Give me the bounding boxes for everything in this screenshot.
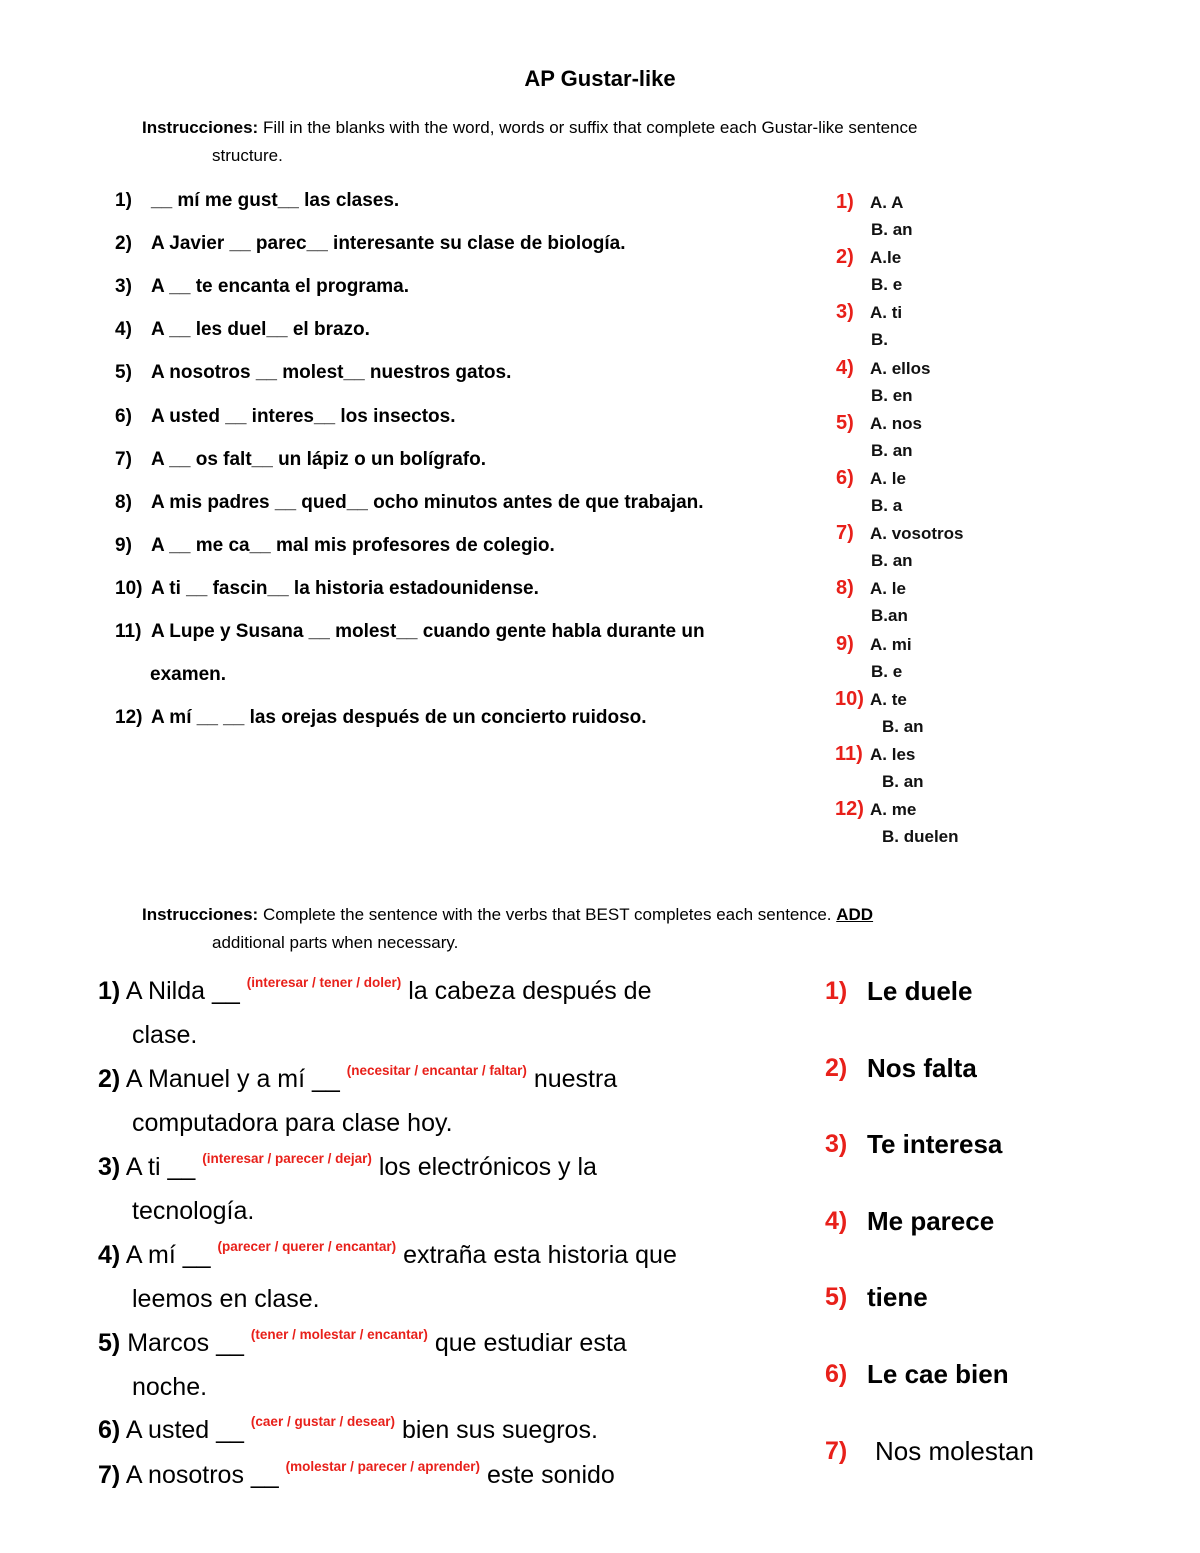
answer-a: A. vosotros [870, 524, 964, 544]
verb-answer-number: 4) [825, 1206, 848, 1235]
question-row [115, 492, 704, 514]
question-text: A __ les duel__ el brazo. [151, 319, 370, 340]
verb-question-before: A Manuel y a mí __ [125, 1065, 340, 1093]
question-number: 3) [115, 276, 132, 297]
verb-question-cont: leemos en clase. [132, 1285, 320, 1313]
verb-answer-text: Me parece [867, 1205, 995, 1236]
verb-answer-text: Le cae bien [867, 1359, 1009, 1389]
answer-a: A. ti [870, 303, 903, 323]
answer-b: B. an [882, 716, 924, 736]
verb-question-row [98, 1416, 598, 1445]
verb-question-before: A usted __ [125, 1416, 244, 1444]
verb-question-cont: computadora para clase hoy. [132, 1109, 453, 1137]
question-text: A __ os falt__ un lápiz o un bolígrafo. [151, 449, 486, 470]
verb-answer-number: 7) [825, 1436, 848, 1465]
question-number: 6) [115, 406, 132, 427]
question-row [115, 578, 539, 600]
verb-question-number: 3) [98, 1153, 121, 1181]
question-row [115, 406, 455, 428]
verb-question-before: A Nilda __ [125, 977, 240, 1005]
verb-question-number: 6) [98, 1416, 121, 1444]
answer-b: B. [871, 330, 888, 350]
instructions-2-label: Instrucciones: [142, 905, 259, 924]
verb-answer-number: 5) [825, 1283, 848, 1312]
question-text-cont: examen. [150, 664, 227, 685]
verb-question-cont: noche. [132, 1373, 208, 1401]
instructions-1-text: Fill in the blanks with the word, words or suffix that complete each Gustar-like sentence [262, 118, 918, 137]
answer-number: 8) [836, 577, 854, 600]
answer-number: 7) [836, 522, 854, 545]
question-number: 11) [115, 621, 142, 642]
verb-question-row [98, 1153, 597, 1182]
answer-b: B. a [871, 496, 903, 515]
verb-question-number: 2) [98, 1065, 121, 1093]
verb-answer-text: Te interesa [867, 1129, 1003, 1160]
answer-b: B. an [871, 440, 913, 460]
verb-question-row [98, 1461, 615, 1490]
verb-answer-text: Nos falta [867, 1052, 977, 1083]
page-title: AP Gustar-like [524, 66, 676, 91]
verb-question-number: 7) [98, 1461, 121, 1489]
answer-a: A.le [870, 248, 902, 268]
verb-question-before: A mí __ [125, 1241, 211, 1269]
question-number: 10) [115, 578, 143, 599]
instructions-1-label: Instrucciones: [142, 118, 259, 137]
verb-answer-text: tiene [867, 1282, 928, 1313]
verb-question-row [98, 1329, 627, 1358]
verb-options: (molestar / parecer / aprender) [285, 1459, 480, 1474]
verb-answer-number: 3) [825, 1130, 848, 1159]
answer-b: B. e [871, 275, 903, 295]
verb-options: (tener / molestar / encantar) [250, 1327, 428, 1342]
answer-a: A. me [870, 800, 917, 820]
answer-b: B. an [871, 220, 913, 239]
verb-options: (interesar / tener / doler) [246, 975, 402, 990]
verb-question-number: 4) [98, 1241, 121, 1269]
question-text: A mis padres __ qued__ ocho minutos antes de que trabajan. [151, 492, 704, 513]
question-number: 9) [115, 535, 132, 556]
answer-number: 3) [836, 301, 854, 324]
verb-question-number: 5) [98, 1329, 121, 1357]
answer-a: A. les [870, 745, 916, 764]
verb-answer-text: Nos molestan [875, 1435, 1034, 1466]
question-number: 5) [115, 362, 132, 383]
question-text: A __ me ca__ mal mis profesores de colegio. [151, 535, 555, 556]
answer-b: B.an [871, 606, 908, 626]
answer-b: B. en [871, 385, 913, 405]
question-text: A ti __ fascin__ la historia estadounidense. [151, 578, 539, 599]
question-row [115, 233, 626, 255]
question-row [115, 535, 555, 557]
answer-a: A. le [870, 469, 906, 488]
answer-a: A. A [870, 193, 904, 212]
verb-answer-number: 6) [825, 1360, 848, 1388]
instructions-2-text: Complete the sentence with the verbs that BEST completes each sentence. [262, 905, 832, 924]
question-text: A mí __ __ las orejas después de un concierto ruidoso. [151, 707, 647, 728]
question-number: 12) [115, 707, 143, 728]
verb-answer-number: 1) [825, 977, 848, 1005]
answer-a: A. mi [870, 634, 912, 654]
question-row [115, 621, 705, 643]
question-row [115, 707, 647, 729]
verb-question-after: extraña esta historia que [403, 1241, 677, 1269]
answer-number: 10) [835, 687, 864, 710]
verb-question-row [98, 1241, 677, 1270]
answer-number: 4) [836, 356, 854, 379]
question-row [115, 319, 370, 341]
instructions-2-add: ADD [836, 905, 874, 924]
question-text: __ mí me gust__ las clases. [151, 190, 400, 211]
instructions-2 [142, 905, 873, 925]
question-text: A Javier __ parec__ interesante su clase de biología. [151, 233, 626, 254]
verb-question-before: A nosotros __ [125, 1461, 279, 1489]
verb-answer-text: Le duele [867, 976, 973, 1006]
answer-a: A. nos [870, 413, 922, 433]
question-number: 7) [115, 449, 132, 470]
question-text: A usted __ interes__ los insectos. [151, 406, 456, 427]
verb-options: (interesar / parecer / dejar) [202, 1151, 372, 1166]
answer-number: 5) [836, 411, 854, 434]
verb-question-before: A ti __ [125, 1153, 196, 1181]
verb-question-cont: tecnología. [132, 1197, 255, 1225]
verb-question-after: nuestra [533, 1065, 618, 1093]
answer-b: B. an [871, 551, 913, 571]
verb-answer-number: 2) [825, 1053, 848, 1082]
verb-question-cont: clase. [132, 1021, 198, 1049]
verb-question-row [98, 977, 651, 1006]
verb-question-row [98, 1065, 617, 1094]
question-row [115, 276, 409, 298]
question-number: 4) [115, 319, 132, 340]
verb-question-after: este sonido [486, 1461, 615, 1489]
verb-options: (parecer / querer / encantar) [217, 1239, 397, 1254]
answer-b: B. e [871, 661, 903, 681]
question-number: 2) [115, 233, 132, 254]
answer-b: B. an [882, 772, 924, 791]
instructions-1 [142, 118, 917, 138]
verb-question-after: la cabeza después de [408, 977, 652, 1005]
verb-options: (caer / gustar / desear) [250, 1414, 395, 1429]
answer-number: 2) [836, 246, 854, 269]
answer-a: A. le [870, 579, 906, 599]
question-text: A Lupe y Susana __ molest__ cuando gente habla durante un [151, 621, 705, 642]
question-row [115, 362, 511, 384]
question-number: 8) [115, 492, 132, 513]
answer-number: 6) [836, 467, 854, 489]
answer-number: 9) [836, 632, 854, 655]
answer-b: B. duelen [882, 827, 959, 847]
verb-question-after: los electrónicos y la [378, 1153, 597, 1181]
verb-question-after: bien sus suegros. [401, 1416, 598, 1444]
instructions-2-cont: additional parts when necessary. [212, 933, 459, 952]
question-row [115, 449, 486, 471]
answer-a: A. te [870, 689, 907, 709]
verb-question-number: 1) [98, 977, 121, 1005]
question-number: 1) [115, 190, 132, 211]
verb-question-after: que estudiar esta [434, 1329, 627, 1357]
instructions-1-cont: structure. [212, 146, 283, 165]
verb-options: (necesitar / encantar / faltar) [346, 1063, 527, 1078]
answer-number: 12) [835, 798, 864, 821]
answer-number: 1) [836, 191, 854, 213]
verb-question-before: Marcos __ [127, 1329, 244, 1357]
question-row [115, 190, 399, 212]
answer-a: A. ellos [870, 358, 931, 378]
answer-number: 11) [835, 743, 863, 765]
question-text: A nosotros __ molest__ nuestros gatos. [151, 362, 512, 383]
question-text: A __ te encanta el programa. [151, 276, 410, 297]
